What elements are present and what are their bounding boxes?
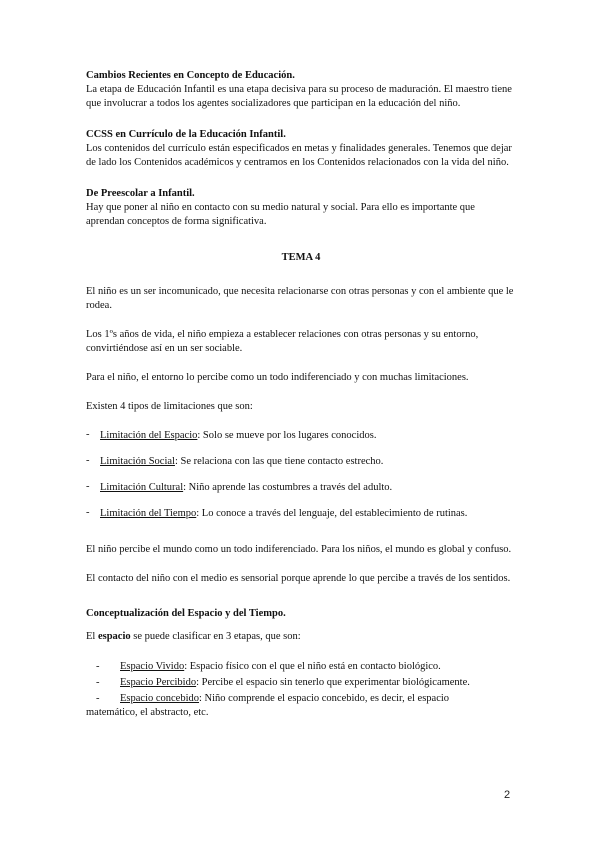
section-cambios: [86, 69, 516, 111]
bullet-dash: -: [96, 661, 100, 672]
stage-continuation: matemático, el abstracto, etc.: [86, 707, 209, 718]
limitation-desc: : Niño aprende las costumbres a través del adulto.: [183, 482, 393, 493]
list-item: [86, 481, 516, 495]
limitation-desc: : Solo se mueve por los lugares conocidos.: [197, 430, 377, 441]
list-item: [86, 660, 516, 674]
paragraph: Los 1ºs años de vida, el niño empieza a establecer relaciones con otras personas y su entorno, convirtiéndose así en un ser sociable.: [86, 329, 479, 354]
bullet-dash: -: [86, 429, 90, 440]
limitations-list: [86, 429, 516, 521]
espacio-stages-list: [86, 660, 516, 720]
section-text: La etapa de Educación Infantil es una etapa decisiva para su proceso de maduración. El maestro tiene que involucrar a todos los agentes socializadores que participan en la educación del niño.: [86, 84, 512, 109]
intro-post: se puede clasificar en 3 etapas, que son:: [130, 631, 301, 642]
stage-term: Espacio concebido: [120, 693, 200, 704]
section-title: CCSS en Currículo de la Educación Infantil.: [86, 129, 286, 140]
list-item: [86, 455, 516, 469]
intro-pre: El: [86, 631, 98, 642]
section-text: Hay que poner al niño en contacto con su medio natural y social. Para ello es importante que aprendan conceptos de forma significativa.: [86, 202, 475, 227]
limitation-term: Limitación Cultural: [100, 482, 184, 493]
section-preescolar: [86, 187, 516, 229]
limitation-desc: : Lo conoce a través del lenguaje, del establecimiento de rutinas.: [196, 508, 468, 519]
tema-heading: TEMA 4: [281, 252, 321, 263]
stage-desc: : Espacio físico con el que el niño está en contacto biológico.: [184, 661, 441, 672]
section-title: Cambios Recientes en Concepto de Educación.: [86, 70, 295, 81]
page-number: 2: [504, 789, 511, 801]
paragraph: Existen 4 tipos de limitaciones que son:: [86, 401, 253, 412]
stage-term: Espacio Vivido: [120, 661, 185, 672]
bullet-dash: -: [86, 455, 90, 466]
limitation-desc: : Se relaciona con las que tiene contacto estrecho.: [174, 456, 384, 467]
section-text: Los contenidos del currículo están especificados en metas y finalidades generales. Tenemos que dejar de lado los Contenidos académicos y centramos en los Contenidos relacionados con la vida del niño.: [86, 143, 512, 168]
list-item: [86, 692, 516, 720]
list-item: [86, 507, 516, 521]
page-content: [86, 69, 516, 722]
concept-title: Conceptualización del Espacio y del Tiempo.: [86, 608, 286, 619]
stage-desc: : Percibe el espacio sin tenerlo que experimentar biológicamente.: [196, 677, 470, 688]
limitation-term: Limitación del Espacio: [100, 430, 198, 441]
limitation-term: Limitación Social: [100, 456, 175, 467]
stage-desc: : Niño comprende el espacio concebido, es decir, el espacio: [199, 693, 450, 704]
section-title: De Preescolar a Infantil.: [86, 188, 195, 199]
paragraph: El niño percibe el mundo como un todo indiferenciado. Para los niños, el mundo es global y confuso.: [86, 544, 512, 555]
section-ccss: [86, 128, 516, 170]
bullet-dash: -: [96, 677, 100, 688]
intro-bold: espacio: [97, 631, 131, 642]
paragraph: El niño es un ser incomunicado, que necesita relacionarse con otras personas y con el ambiente que le rodea.: [86, 286, 514, 311]
bullet-dash: -: [86, 481, 90, 492]
list-item: [86, 676, 516, 690]
limitation-term: Limitación del Tiempo: [100, 508, 197, 519]
list-item: [86, 429, 516, 443]
bullet-dash: -: [86, 507, 90, 518]
espacio-intro: [86, 630, 516, 644]
paragraph: Para el niño, el entorno lo percibe como un todo indiferenciado y con muchas limitaciones.: [86, 372, 469, 383]
stage-term: Espacio Percibido: [120, 677, 197, 688]
paragraph: El contacto del niño con el medio es sensorial porque aprende lo que percibe a través de los sentidos.: [86, 573, 511, 584]
bullet-dash: -: [96, 693, 100, 704]
